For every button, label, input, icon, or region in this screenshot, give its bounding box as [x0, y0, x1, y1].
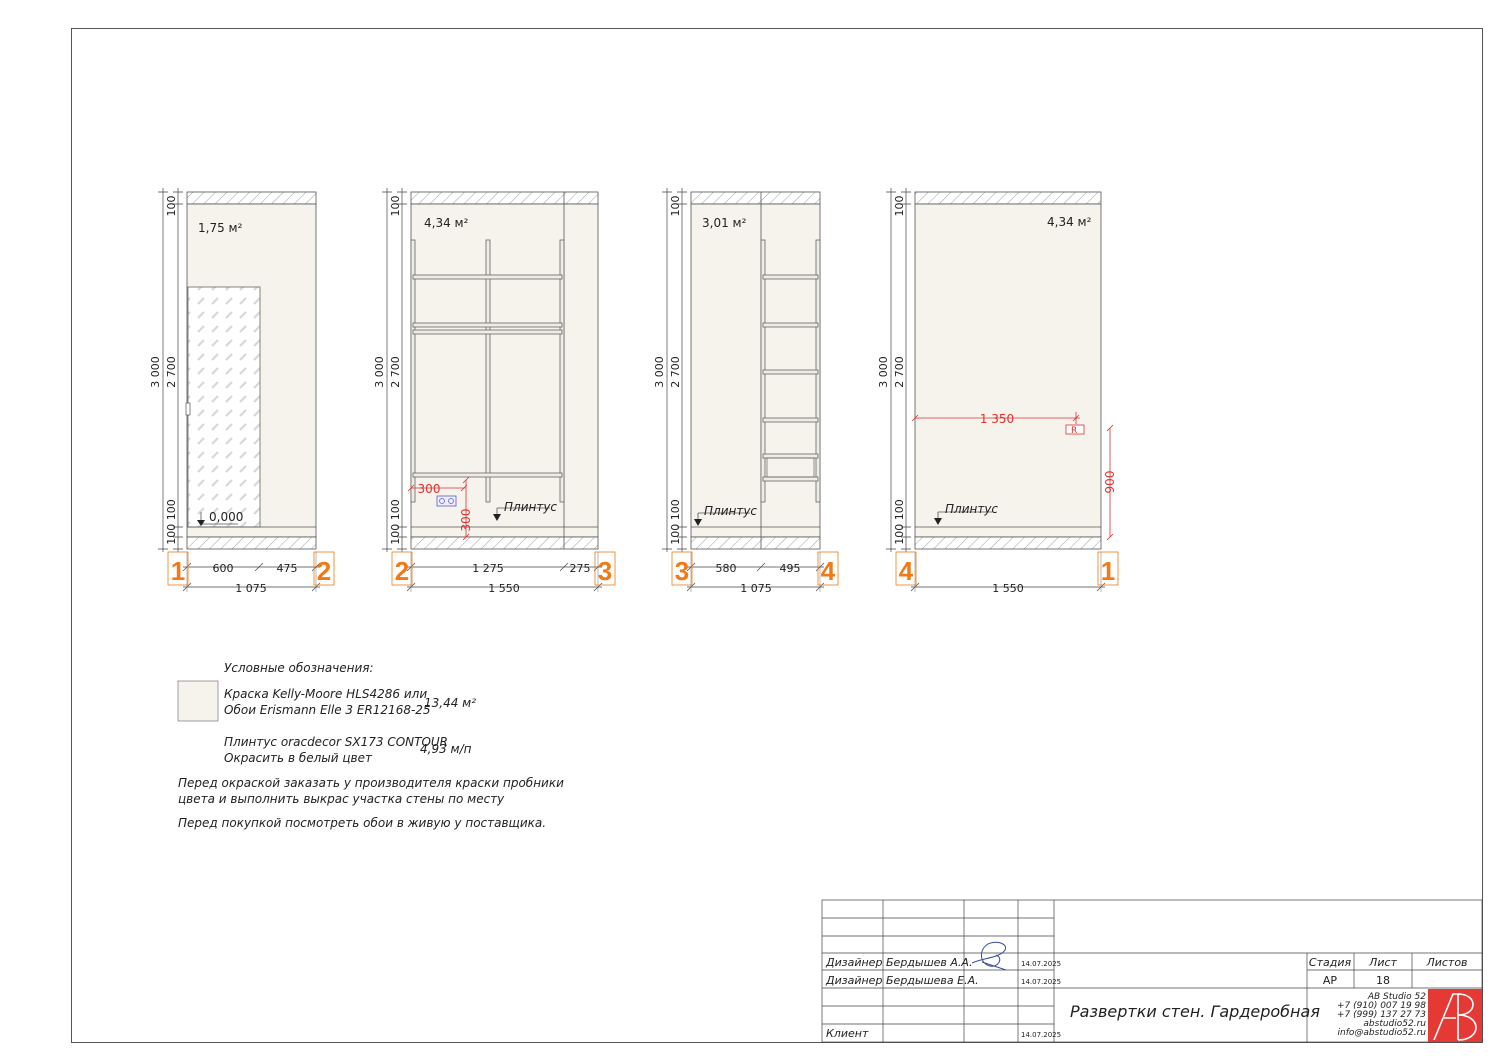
svg-text:Краска Kelly-Moore HLS4286 или: Краска Kelly-Moore HLS4286 или: [224, 687, 428, 701]
dim-height-top: 100: [165, 195, 178, 217]
svg-text:Клиент: Клиент: [826, 1027, 869, 1040]
studio-logo: [1428, 989, 1482, 1042]
svg-text:R: R: [1071, 426, 1078, 436]
dim-height-top: 100: [893, 195, 906, 217]
svg-text:14.07.2025: 14.07.2025: [1021, 978, 1062, 986]
axis-marker: 4: [820, 556, 836, 586]
drawing-title: Развертки стен. Гардеробная: [1070, 1002, 1320, 1021]
dim-height-bottom: 100 100: [893, 499, 906, 545]
svg-text:14.07.2025: 14.07.2025: [1021, 960, 1062, 968]
svg-text:Бердышева Е.А.: Бердышева Е.А.: [886, 974, 979, 987]
svg-text:АР: АР: [1322, 974, 1338, 987]
svg-text:1 350: 1 350: [979, 412, 1015, 426]
dim-height-total: 3 000: [373, 356, 386, 388]
svg-text:Плинтус: Плинтус: [704, 504, 758, 518]
dim-height-top: 100: [669, 195, 682, 217]
axis-marker: 1: [170, 556, 186, 586]
elevation-1: [149, 188, 334, 595]
legend: [178, 661, 564, 830]
svg-text:300: 300: [459, 508, 473, 532]
dim-height-wall: 2 700: [389, 356, 402, 388]
dim-height-top: 100: [389, 195, 402, 217]
svg-text:+7 (999) 137 27 73: +7 (999) 137 27 73: [1337, 1010, 1426, 1020]
elevation-2: [373, 188, 615, 595]
axis-marker: 2: [394, 556, 410, 586]
svg-text:4,93 м/п: 4,93 м/п: [420, 742, 472, 756]
svg-text:Дизайнер: Дизайнер: [826, 956, 883, 969]
axis-marker: 1: [1100, 556, 1116, 586]
svg-text:14.07.2025: 14.07.2025: [1021, 1031, 1062, 1039]
dim-height-wall: 2 700: [165, 356, 178, 388]
svg-text:цвета и выполнить выкрас участ: цвета и выполнить выкрас участка стены по месту: [178, 792, 505, 806]
svg-text:Бердышев А.А.: Бердышев А.А.: [886, 956, 973, 969]
svg-text:Плинтус: Плинтус: [504, 500, 558, 514]
elevation-3: [653, 188, 838, 595]
elevation-area: 4,34 м²: [1047, 215, 1092, 229]
svg-text:13,44 м²: 13,44 м²: [424, 696, 477, 710]
dim-segment: 580: [715, 562, 737, 575]
svg-text:abstudio52.ru: abstudio52.ru: [1363, 1019, 1426, 1029]
dim-segment: 275: [569, 562, 591, 575]
svg-text:AB Studio 52: AB Studio 52: [1367, 992, 1426, 1002]
elevation-area: 4,34 м²: [424, 216, 469, 230]
svg-text:Окрасить в белый цвет: Окрасить в белый цвет: [224, 751, 372, 765]
axis-marker: 4: [898, 556, 914, 586]
dim-height-bottom: 100 100: [669, 499, 682, 545]
svg-text:Плинтус oracdecor SX173 CONTOU: Плинтус oracdecor SX173 CONTOUR: [224, 735, 449, 749]
elevation-area: 1,75 м²: [198, 221, 243, 235]
svg-text:Лист: Лист: [1369, 956, 1397, 969]
dim-total: 1 075: [235, 582, 267, 595]
door-panel: [188, 287, 260, 527]
dim-total: 1 075: [740, 582, 772, 595]
svg-text:0,000: 0,000: [209, 510, 244, 524]
dim-height-total: 3 000: [877, 356, 890, 388]
dim-segment: 495: [779, 562, 801, 575]
dim-segment: 600: [212, 562, 234, 575]
legend-swatch-paint: [178, 681, 218, 721]
svg-text:900: 900: [1103, 470, 1117, 494]
dim-height-total: 3 000: [653, 356, 666, 388]
legend-title: Условные обозначения:: [224, 661, 374, 675]
dim-segment: 1 275: [472, 562, 504, 575]
axis-marker: 3: [674, 556, 690, 586]
signature: [972, 942, 1006, 970]
elevation-area: 3,01 м²: [702, 216, 747, 230]
dim-segment: 475: [276, 562, 298, 575]
dim-height-bottom: 100 100: [165, 499, 178, 545]
svg-text:Стадия: Стадия: [1308, 956, 1352, 969]
svg-text:300: 300: [417, 482, 441, 496]
door-handle: [186, 403, 190, 415]
elevation-4: [877, 188, 1118, 595]
svg-text:18: 18: [1376, 974, 1390, 987]
title-block: [822, 900, 1482, 1042]
svg-text:+7 (910) 007 19 98: +7 (910) 007 19 98: [1337, 1001, 1426, 1011]
dim-total: 1 550: [992, 582, 1024, 595]
dim-height-bottom: 100 100: [389, 499, 402, 545]
dim-height-wall: 2 700: [669, 356, 682, 388]
axis-marker: 3: [597, 556, 613, 586]
svg-text:Листов: Листов: [1426, 956, 1468, 969]
svg-text:Обои Erismann Elle 3 ER12168-2: Обои Erismann Elle 3 ER12168-25: [224, 703, 431, 717]
svg-text:info@abstudio52.ru: info@abstudio52.ru: [1337, 1028, 1426, 1038]
svg-text:Перед окраской заказать у прои: Перед окраской заказать у производителя краски пробники: [178, 776, 564, 790]
svg-text:Дизайнер: Дизайнер: [826, 974, 883, 987]
dim-total: 1 550: [488, 582, 520, 595]
dim-height-total: 3 000: [149, 356, 162, 388]
svg-text:Перед покупкой посмотреть обои: Перед покупкой посмотреть обои в живую у поставщика.: [178, 816, 547, 830]
axis-marker: 2: [316, 556, 332, 586]
svg-text:Плинтус: Плинтус: [945, 502, 999, 516]
dim-height-wall: 2 700: [893, 356, 906, 388]
